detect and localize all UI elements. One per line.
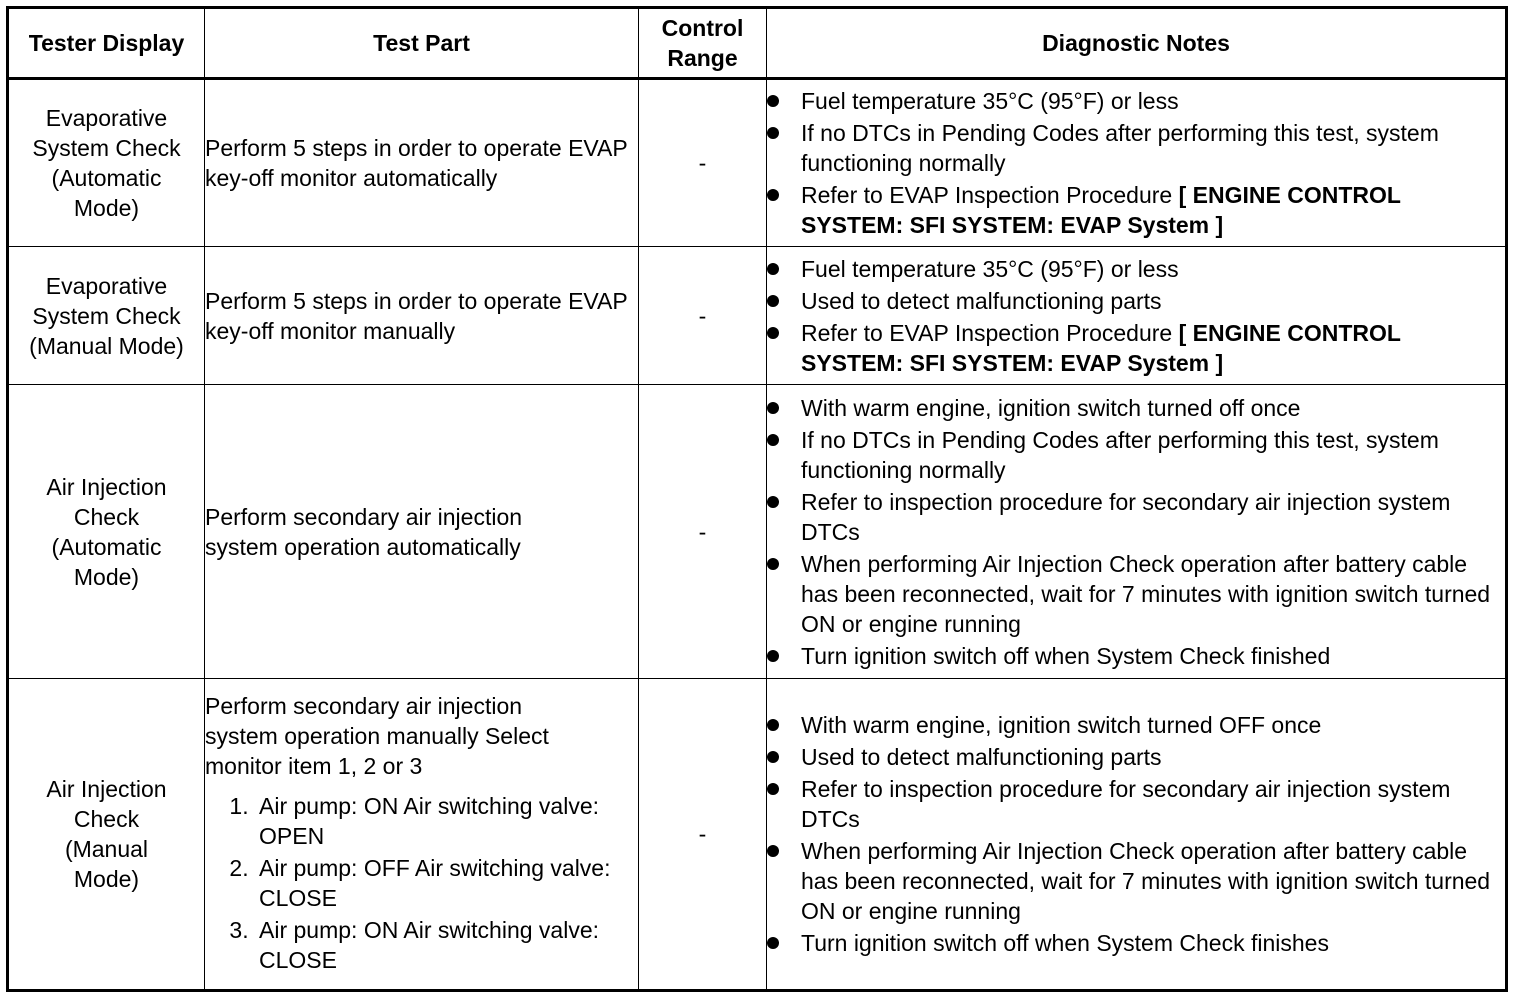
tester-display-cell: Air Injection Check (Manual Mode)	[8, 679, 205, 991]
note-item	[767, 254, 1505, 284]
note-text: Fuel temperature 35°C (95°F) or less	[801, 255, 1179, 282]
control-range-cell: -	[639, 679, 767, 991]
tester-display-cell: Evaporative System Check (Automatic Mode)	[8, 79, 205, 247]
note-item	[767, 928, 1505, 958]
test-part-cell: Perform 5 steps in order to operate EVAP key-off monitor automatically	[205, 79, 639, 247]
note-text: When performing Air Injection Check operation after battery cable has been reconnected, wait for 7 minutes with ignition switch turned ON or engine running	[801, 550, 1491, 637]
notes-list	[767, 710, 1505, 958]
note-text: Refer to EVAP Inspection Procedure	[801, 319, 1179, 346]
step-item: 2. Air pump: OFF Air switching valve: CLOSE	[255, 853, 638, 913]
test-part-text: Perform secondary air injection system operation manually Select monitor item 1, 2 or 3	[205, 693, 549, 779]
note-item	[767, 641, 1505, 671]
diagnostic-notes-cell	[767, 385, 1507, 679]
note-item	[767, 86, 1505, 116]
note-item	[767, 318, 1505, 378]
note-reference: [ ENGINE CONTROL SYSTEM: SFI SYSTEM: EVAP System ]	[801, 319, 1401, 376]
note-text: Refer to inspection procedure for secondary air injection system DTCs	[801, 776, 1451, 832]
header-tester-display: Tester Display	[8, 8, 205, 79]
note-text: Fuel temperature 35°C (95°F) or less	[801, 88, 1179, 114]
control-range-cell: -	[639, 247, 767, 385]
table-row	[8, 679, 1507, 991]
note-text: Refer to EVAP Inspection Procedure	[801, 182, 1179, 208]
note-item	[767, 393, 1505, 423]
diagnostic-notes-cell	[767, 679, 1507, 991]
notes-list	[767, 254, 1505, 378]
step-item: 3. Air pump: ON Air switching valve: CLOSE	[255, 915, 638, 975]
header-control-range: Control Range	[639, 8, 767, 79]
note-item	[767, 118, 1505, 178]
note-item	[767, 549, 1505, 639]
tester-display-cell: Air Injection Check (Automatic Mode)	[8, 385, 205, 679]
note-item	[767, 836, 1505, 926]
note-text: When performing Air Injection Check operation after battery cable has been reconnected, wait for 7 minutes with ignition switch turned ON or engine running	[801, 838, 1491, 924]
notes-list	[767, 86, 1505, 240]
note-item	[767, 286, 1505, 316]
note-reference: [ ENGINE CONTROL SYSTEM: SFI SYSTEM: EVAP System ]	[801, 182, 1401, 238]
header-test-part: Test Part	[205, 8, 639, 79]
test-part-cell: Perform 5 steps in order to operate EVAP key-off monitor manually	[205, 247, 639, 385]
note-item	[767, 487, 1505, 547]
note-text: If no DTCs in Pending Codes after performing this test, system functioning normally	[801, 120, 1439, 176]
table-row	[8, 385, 1507, 679]
note-text: Refer to inspection procedure for secondary air injection system DTCs	[801, 488, 1451, 545]
header-row	[8, 8, 1507, 79]
diagnostic-notes-cell	[767, 247, 1507, 385]
note-text: Used to detect malfunctioning parts	[801, 287, 1162, 314]
control-range-cell: -	[639, 79, 767, 247]
table-row	[8, 247, 1507, 385]
tester-display-cell: Evaporative System Check (Manual Mode)	[8, 247, 205, 385]
diagnostic-table	[6, 6, 1508, 992]
note-text: With warm engine, ignition switch turned off once	[801, 394, 1301, 421]
note-text: Turn ignition switch off when System Check finished	[801, 642, 1331, 669]
note-item	[767, 774, 1505, 834]
table-row	[8, 79, 1507, 247]
header-diagnostic-notes: Diagnostic Notes	[767, 8, 1507, 79]
diagnostic-notes-cell	[767, 79, 1507, 247]
test-part-cell	[205, 679, 639, 991]
note-text: If no DTCs in Pending Codes after performing this test, system functioning normally	[801, 426, 1439, 483]
step-item: 1. Air pump: ON Air switching valve: OPEN	[255, 791, 638, 851]
test-part-cell: Perform secondary air injection system operation automatically	[205, 385, 639, 679]
note-text: Used to detect malfunctioning parts	[801, 744, 1162, 770]
note-text: With warm engine, ignition switch turned OFF once	[801, 712, 1322, 738]
notes-list	[767, 393, 1505, 671]
note-item	[767, 180, 1505, 240]
control-range-cell: -	[639, 385, 767, 679]
monitor-steps-list	[205, 791, 638, 975]
note-item	[767, 425, 1505, 485]
note-item	[767, 742, 1505, 772]
note-text: Turn ignition switch off when System Check finishes	[801, 930, 1329, 956]
note-item	[767, 710, 1505, 740]
